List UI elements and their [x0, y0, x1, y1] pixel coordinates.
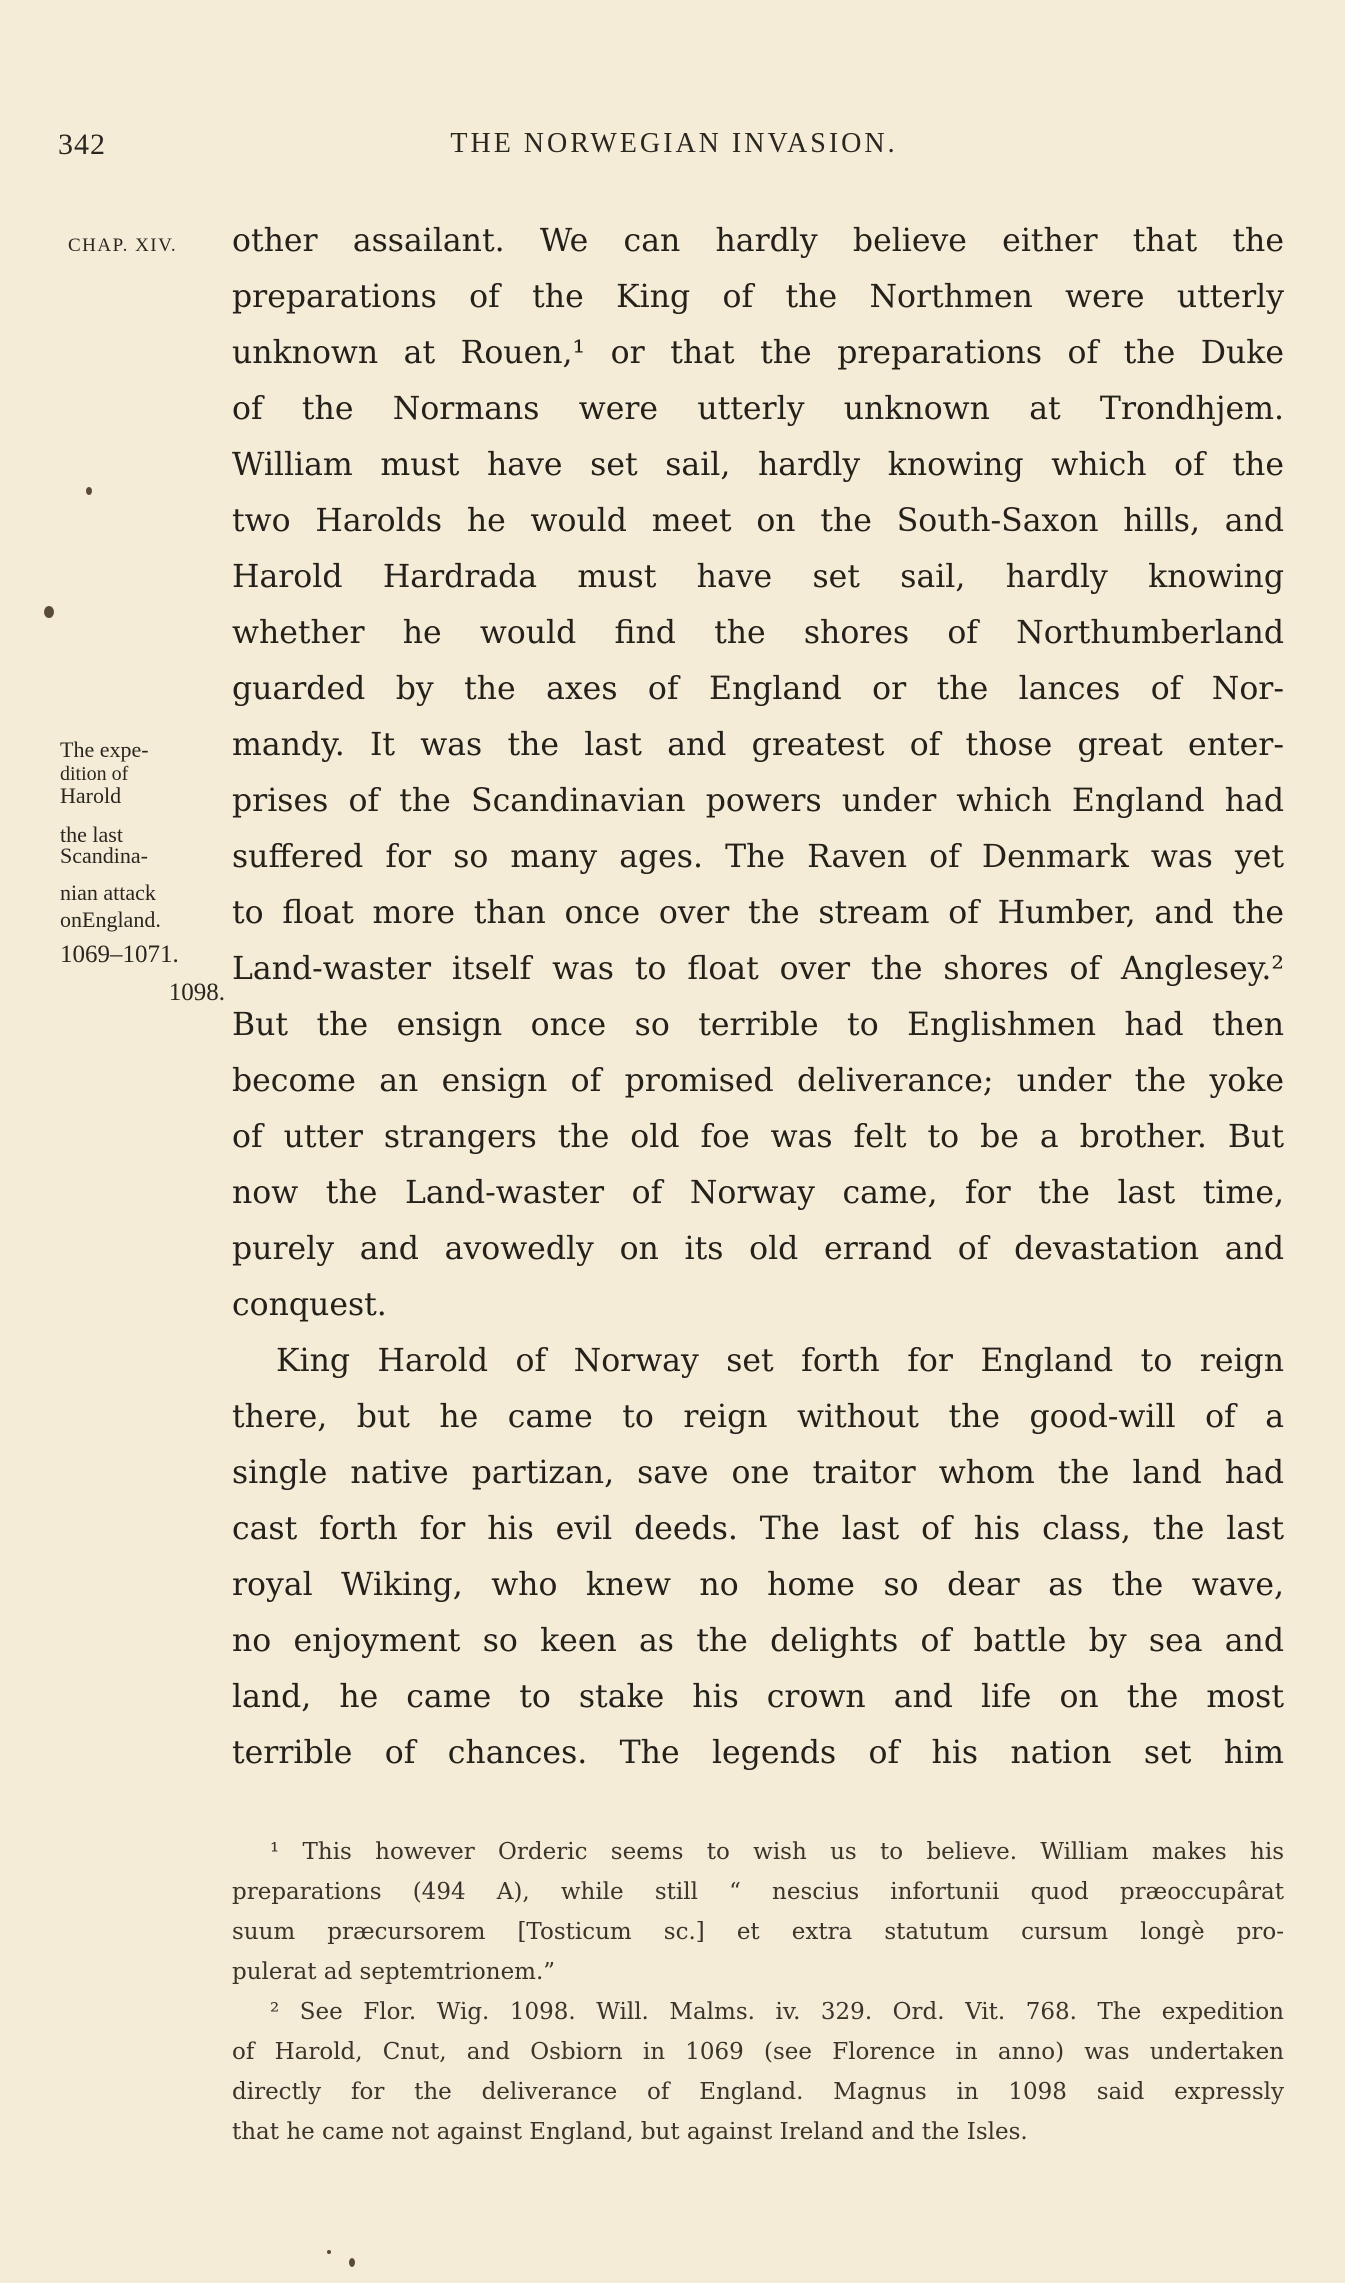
footnote-1-line: suum præcursorem [Tosticum sc.] et extra statutum cursum longè pro- — [232, 1919, 1284, 1945]
text-line: other assailant. We can hardly believe either that the — [232, 223, 1284, 259]
text-line: there, but he came to reign without the good-will of a — [232, 1399, 1284, 1435]
text-line: suffered for so many ages. The Raven of Denmark was yet — [232, 839, 1284, 875]
margin-date-1: 1069–1071. — [60, 941, 179, 968]
text-line: whether he would find the shores of Northumberland — [232, 615, 1284, 651]
footnote-1-line: preparations (494 A), while still “ nescius infortunii quod præoccupârat — [232, 1879, 1284, 1905]
text-line: But the ensign once so terrible to Englishmen had then — [232, 1007, 1284, 1043]
text-line: two Harolds he would meet on the South-Saxon hills, and — [232, 503, 1284, 539]
margin-note-line: the last — [60, 822, 123, 847]
text-line: purely and avowedly on its old errand of devastation and — [232, 1231, 1284, 1267]
text-line: William must have set sail, hardly knowing which of the — [232, 447, 1284, 483]
margin-note-line: nian attack — [60, 880, 156, 905]
footnote-2-line: directly for the deliverance of England. Magnus in 1098 said expressly — [232, 2079, 1284, 2105]
text-line: conquest. — [232, 1287, 387, 1323]
page-header — [58, 128, 1290, 172]
paragraph-first-line: King Harold of Norway set forth for England to reign — [276, 1343, 1284, 1379]
ink-spot — [44, 606, 54, 618]
footnote-1-line: pulerat ad septemtrionem.” — [232, 1959, 556, 1985]
margin-note — [60, 739, 228, 1012]
text-line: terrible of chances. The legends of his nation set him — [232, 1735, 1284, 1771]
text-line: unknown at Rouen,¹ or that the preparations of the Duke — [232, 335, 1284, 371]
main-text — [232, 213, 1284, 1781]
page-number: 342 — [58, 128, 106, 161]
margin-note-line: onEngland. — [60, 907, 161, 932]
text-line: of the Normans were utterly unknown at Trondhjem. — [232, 391, 1284, 427]
ink-spot — [86, 487, 92, 495]
ink-spot — [327, 2250, 331, 2254]
text-line: cast forth for his evil deeds. The last of his class, the last — [232, 1511, 1284, 1547]
margin-note-line: Scandina- — [60, 843, 148, 868]
footnote-1-line: ¹ This however Orderic seems to wish us to believe. William makes his — [270, 1839, 1284, 1865]
footnote-2-line: ² See Flor. Wig. 1098. Will. Malms. iv. 329. Ord. Vit. 768. The expedition — [270, 1999, 1284, 2025]
text-line: to float more than once over the stream of Humber, and the — [232, 895, 1284, 931]
margin-note-line: Harold — [60, 783, 122, 808]
text-line: become an ensign of promised deliverance; under the yoke — [232, 1063, 1284, 1099]
margin-date-2: 1098. — [168, 979, 225, 1006]
text-line: prises of the Scandinavian powers under which England had — [232, 783, 1284, 819]
text-line: Land-waster itself was to float over the shores of Anglesey.² — [232, 951, 1284, 987]
footnote-2-line: of Harold, Cnut, and Osbiorn in 1069 (see Florence in anno) was undertaken — [232, 2039, 1284, 2065]
text-line: preparations of the King of the Northmen were utterly — [232, 279, 1284, 315]
chapter-label: CHAP. XIV. — [68, 235, 178, 256]
margin-note-line: The expe- — [60, 737, 149, 762]
text-line: land, he came to stake his crown and life on the most — [232, 1679, 1284, 1715]
text-line: now the Land-waster of Norway came, for the last time, — [232, 1175, 1284, 1211]
footnotes — [232, 1832, 1284, 2152]
text-line: Harold Hardrada must have set sail, hardly knowing — [232, 559, 1284, 595]
footnote-2-line: that he came not against England, but against Ireland and the Isles. — [232, 2119, 1028, 2145]
running-title: THE NORWEGIAN INVASION. — [450, 128, 898, 159]
ink-spot — [349, 2258, 355, 2267]
text-line: single native partizan, save one traitor whom the land had — [232, 1455, 1284, 1491]
text-line: guarded by the axes of England or the lances of Nor- — [232, 671, 1284, 707]
text-line: no enjoyment so keen as the delights of battle by sea and — [232, 1623, 1284, 1659]
text-line: mandy. It was the last and greatest of those great enter- — [232, 727, 1284, 763]
margin-note-line: dition of — [60, 763, 129, 785]
text-line: royal Wiking, who knew no home so dear as the wave, — [232, 1567, 1284, 1603]
text-line: of utter strangers the old foe was felt to be a brother. But — [232, 1119, 1284, 1155]
